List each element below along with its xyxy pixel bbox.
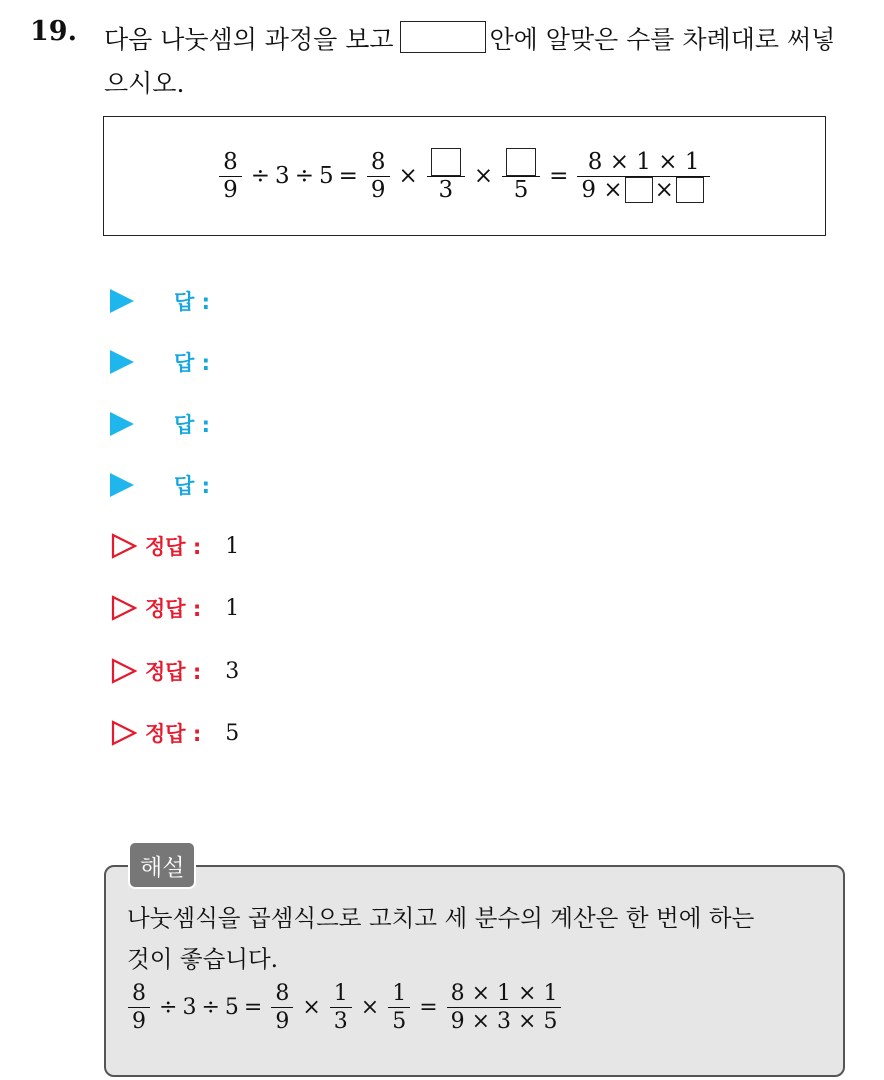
- equation-box: [103, 116, 826, 236]
- correct-answer-row-1: [111, 526, 239, 566]
- fraction-8-9-b: [367, 149, 390, 204]
- divide-sign: ÷: [250, 163, 271, 189]
- blank-box-1[interactable]: [431, 148, 461, 176]
- play-marker-icon: [110, 289, 134, 313]
- explanation-text: [127, 898, 837, 980]
- numerator: 8 × 1 × 1: [587, 148, 700, 175]
- correct-answer-label: 정답 :: [145, 660, 202, 684]
- denominator: 3: [333, 1009, 348, 1034]
- denominator: 5: [392, 1009, 407, 1034]
- denominator-start: 9 ×: [581, 176, 623, 203]
- explanation-line-2: 것이 좋습니다.: [127, 945, 279, 973]
- denominator: 3: [438, 177, 454, 203]
- fraction-8-9: [219, 149, 242, 204]
- fraction-1-3: [330, 980, 352, 1035]
- fraction-8-9-b: [271, 980, 293, 1035]
- answer-row-3[interactable]: [110, 404, 210, 444]
- correct-answer-row-2: [111, 588, 239, 628]
- number-three: 3: [182, 995, 197, 1020]
- divide-sign: ÷: [294, 163, 314, 189]
- inline-blank-box: [400, 21, 486, 53]
- question-text-after: 안에 알맞은 수를 차례대로 써넣: [489, 25, 836, 54]
- answer-row-4[interactable]: [110, 465, 210, 505]
- equals-sign: =: [419, 995, 438, 1020]
- equals-sign: =: [338, 163, 358, 189]
- outline-triangle-icon: [111, 595, 137, 621]
- number-three: 3: [275, 163, 290, 189]
- numerator-blank[interactable]: [427, 148, 465, 176]
- fraction-result: [447, 980, 562, 1035]
- question-text-before: 다음 나눗셈의 과정을 보고: [104, 25, 394, 54]
- numerator: 1: [333, 981, 348, 1006]
- fraction-1-5: [388, 980, 410, 1035]
- question-number: 19.: [30, 16, 77, 47]
- denominator: 9: [275, 1009, 290, 1034]
- denominator: 9: [223, 176, 238, 203]
- play-marker-icon: [110, 473, 134, 497]
- divide-sign: ÷: [159, 995, 178, 1020]
- numerator: 8: [370, 148, 386, 175]
- correct-answer-value: 3: [225, 658, 240, 684]
- equation-row: [104, 117, 825, 235]
- fraction-8-9: [128, 980, 150, 1035]
- outline-triangle-icon: [111, 658, 137, 684]
- outline-triangle-icon: [111, 720, 137, 746]
- numerator-blank[interactable]: [502, 148, 540, 176]
- denominator: 9: [132, 1009, 146, 1034]
- fraction-blank-over-3: [427, 148, 465, 204]
- answer-row-2[interactable]: [110, 342, 210, 382]
- times-sign: ×: [360, 995, 380, 1020]
- equals-sign: =: [549, 163, 569, 189]
- denominator-with-blanks: [577, 177, 710, 204]
- explanation-equation: [124, 980, 565, 1035]
- correct-answer-row-4: [111, 713, 239, 753]
- explanation-tag: 해설: [128, 841, 196, 889]
- fraction-result: [577, 149, 710, 204]
- times-sign: ×: [473, 163, 494, 189]
- answer-label: 답 :: [174, 474, 210, 498]
- denominator: 5: [513, 177, 529, 203]
- explanation-line-1: 나눗셈식을 곱셈식으로 고치고 세 분수의 계산은 한 번에 하는: [127, 904, 755, 932]
- blank-box-4[interactable]: [676, 177, 704, 203]
- answer-row-1[interactable]: [110, 281, 210, 321]
- number-five: 5: [318, 163, 334, 189]
- times-sign: ×: [654, 176, 674, 203]
- times-sign: ×: [398, 163, 418, 189]
- numerator: 8: [275, 981, 290, 1006]
- correct-answer-label: 정답 :: [145, 597, 202, 621]
- number-five: 5: [224, 995, 239, 1020]
- numerator: 8: [223, 148, 238, 175]
- play-marker-icon: [110, 350, 134, 374]
- question-text: [104, 18, 874, 106]
- outline-triangle-icon: [111, 533, 137, 559]
- times-sign: ×: [302, 995, 321, 1020]
- question-text-line2: 으시오.: [104, 69, 185, 98]
- correct-answer-value: 1: [225, 533, 240, 559]
- play-marker-icon: [110, 412, 134, 436]
- denominator: 9: [370, 176, 386, 203]
- correct-answer-label: 정답 :: [145, 722, 202, 746]
- denominator: 9 × 3 × 5: [450, 1009, 558, 1034]
- correct-answer-value: 1: [225, 595, 240, 621]
- answer-label: 답 :: [174, 413, 210, 437]
- correct-answer-row-3: [111, 651, 239, 691]
- numerator: 8 × 1 × 1: [450, 981, 558, 1006]
- answer-label: 답 :: [174, 351, 210, 375]
- numerator: 8: [132, 981, 146, 1006]
- correct-answer-value: 5: [225, 720, 240, 746]
- blank-box-3[interactable]: [625, 177, 653, 203]
- correct-answer-label: 정답 :: [145, 535, 202, 559]
- answer-label: 답 :: [174, 290, 210, 314]
- numerator: 1: [392, 981, 407, 1006]
- equals-sign: =: [243, 995, 263, 1020]
- blank-box-2[interactable]: [506, 148, 536, 176]
- fraction-blank-over-5: [502, 148, 540, 204]
- divide-sign: ÷: [201, 995, 220, 1020]
